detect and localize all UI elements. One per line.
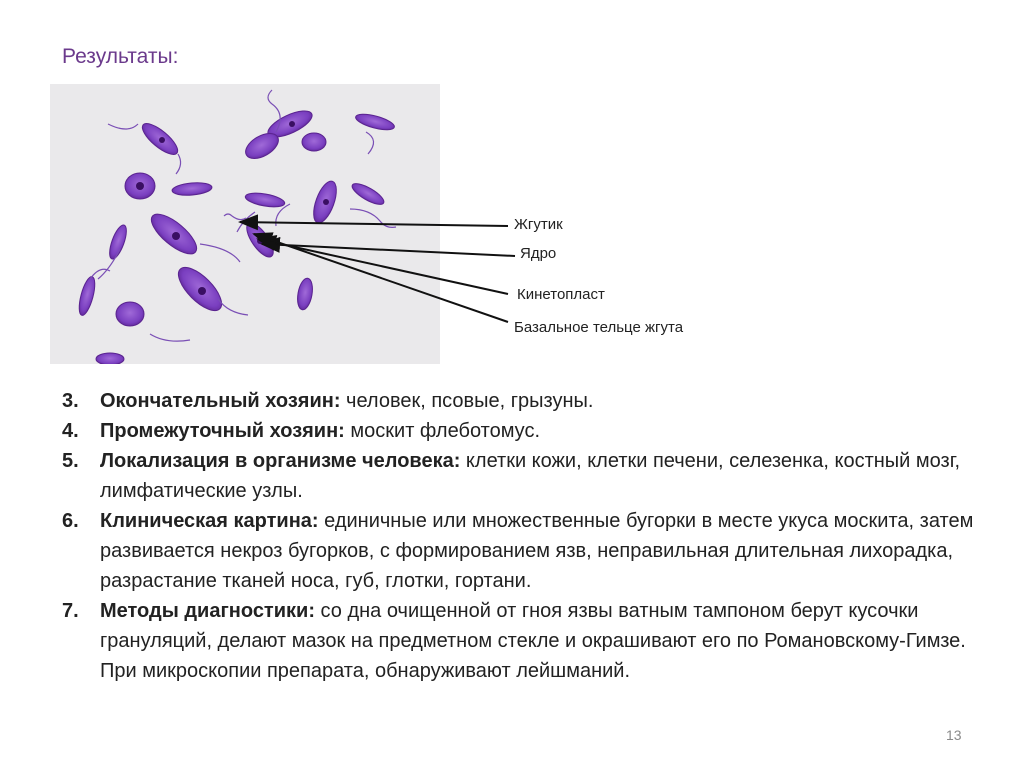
microscopy-drawing [50, 84, 440, 364]
label-flagellum: Жгутик [514, 216, 563, 233]
item-text: москит флеботомус. [344, 420, 540, 442]
item-heading: Окончательный хозяин: [100, 390, 341, 412]
item-number: 3. [62, 390, 79, 412]
item-heading: Клиническая картина: [100, 510, 319, 532]
microscopy-image [50, 84, 440, 364]
list-item [62, 446, 982, 506]
label-basal-body: Базальное тельце жгута [514, 319, 684, 336]
list-item [62, 386, 982, 416]
item-number: 4. [62, 420, 79, 442]
label-kinetoplast: Кинетопласт [517, 286, 605, 303]
item-number: 7. [62, 600, 79, 622]
item-text: со дна очищенной от гноя язвы ватным тампоном берут кусочки грануляций, делают мазок на предметном стекле и окрашивают его по Романовскому-Гимзе. При микроскопии препарата, обнаруживают лейшманий. [100, 600, 966, 682]
item-number: 5. [62, 450, 79, 472]
item-text: клетки кожи, клетки печени, селезенка, костный мозг, лимфатические узлы. [100, 450, 961, 502]
item-number: 6. [62, 510, 79, 532]
list-item [62, 596, 982, 686]
item-heading: Локализация в организме человека: [100, 450, 461, 472]
item-heading: Промежуточный хозяин: [100, 420, 345, 442]
list-item [62, 416, 982, 446]
item-heading: Методы диагностики: [100, 600, 315, 622]
slide-title: Результаты: [62, 45, 179, 68]
item-text: единичные или множественные бугорки в месте укуса москита, затем развивается некроз бугорков, с формированием язв, неправильная длительная лихорадка, разрастание тканей носа, губ, глотки, гортани. [100, 510, 974, 592]
page-number: 13 [946, 727, 962, 743]
list-item [62, 506, 982, 596]
results-list [62, 386, 982, 686]
item-text: человек, псовые, грызуны. [340, 390, 594, 412]
label-nucleus: Ядро [520, 245, 557, 262]
